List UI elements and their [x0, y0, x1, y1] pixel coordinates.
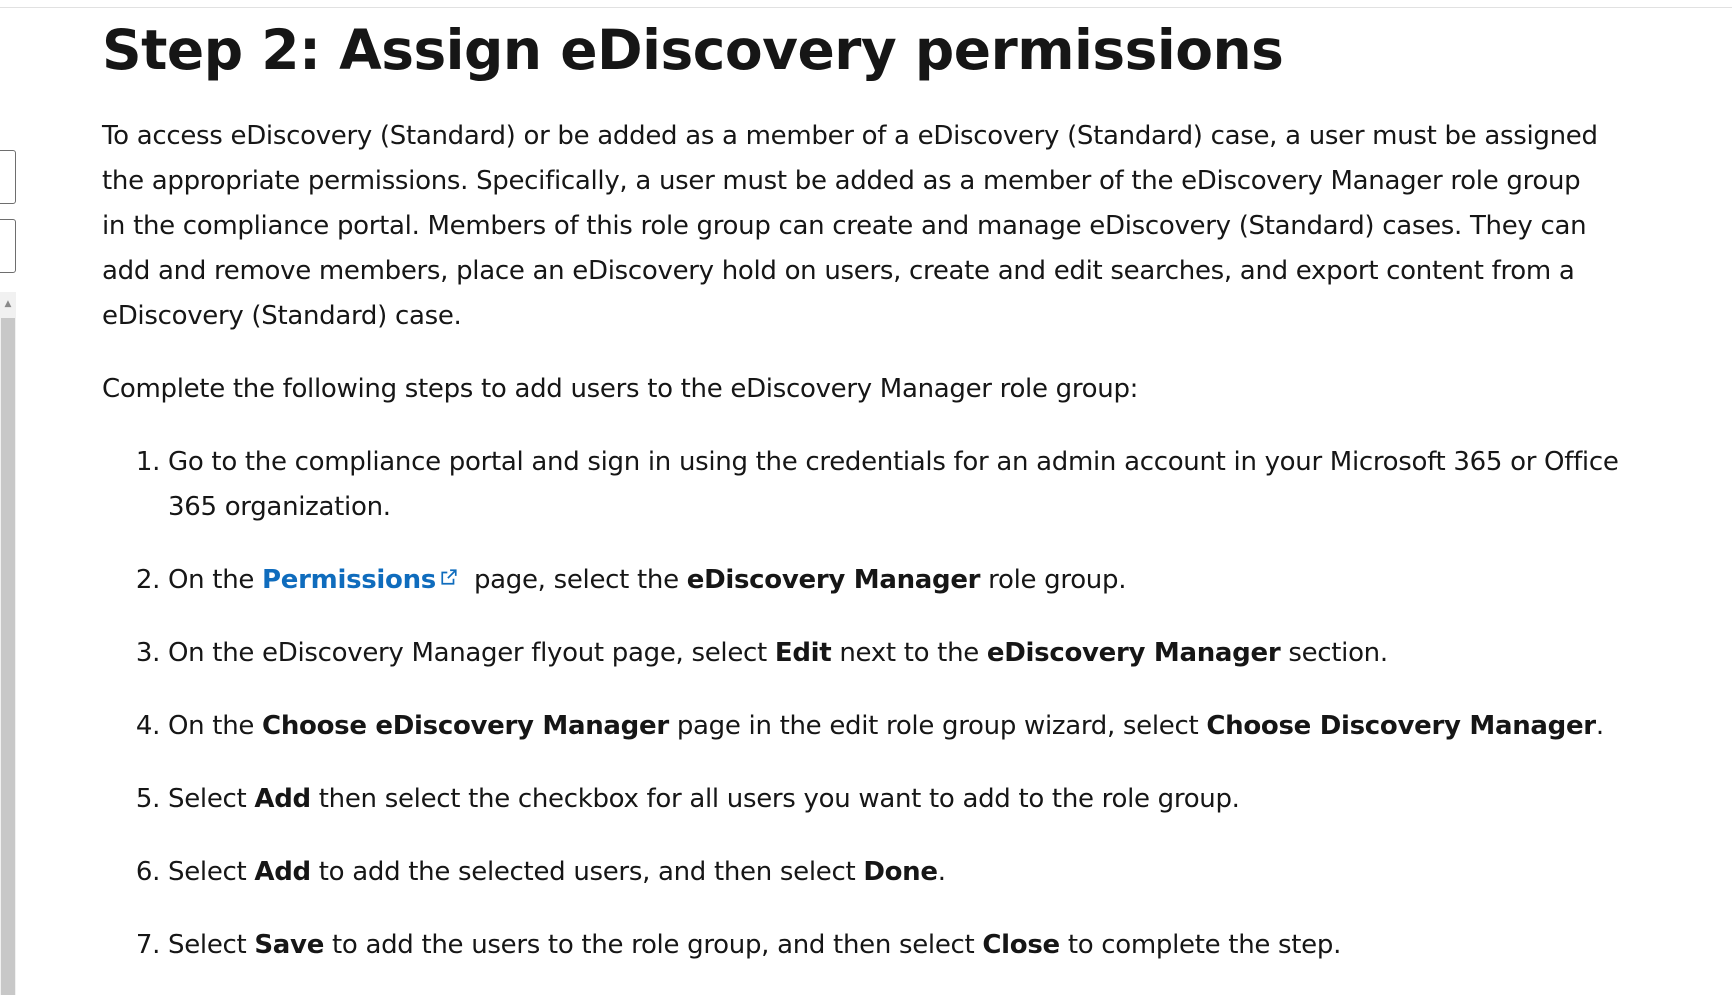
list-item — [168, 440, 1622, 530]
scrollbar-thumb[interactable] — [1, 318, 15, 995]
steps-list — [102, 440, 1622, 996]
step-text: . — [1595, 711, 1604, 741]
step-text: On the eDiscovery Manager flyout page, select — [168, 638, 775, 668]
step-bold-term: Edit — [774, 638, 832, 668]
step-bold-term: Add — [254, 857, 311, 887]
left-panel-scrollbar[interactable] — [0, 292, 16, 995]
step-text: Go to the compliance portal and sign in using the credentials for an admin account in your Microsoft 365 or Office 365 organization. — [168, 447, 1619, 522]
step-text: to add the selected users, and then select — [310, 857, 864, 887]
left-panel-input[interactable] — [0, 219, 16, 273]
step-text: role group. — [980, 565, 1127, 595]
step-bold-term: eDiscovery Manager — [686, 565, 981, 595]
step-text: Select — [168, 857, 255, 887]
scroll-up-arrow-icon[interactable]: ▲ — [4, 299, 12, 309]
list-item — [168, 923, 1622, 968]
step-text: to add the users to the role group, and then select — [324, 930, 983, 960]
step-bold-term: Save — [254, 930, 325, 960]
list-item — [168, 850, 1622, 895]
top-border — [0, 7, 1732, 8]
step-text: On the — [168, 565, 263, 595]
left-panel-input[interactable] — [0, 150, 16, 204]
step-text: page, select the — [465, 565, 687, 595]
step-text: then select the checkbox for all users you want to add to the role group. — [310, 784, 1240, 814]
step-bold-term: Close — [982, 930, 1060, 960]
step-text: section. — [1280, 638, 1388, 668]
step-text: Select — [168, 930, 255, 960]
step-bold-term: Choose eDiscovery Manager — [262, 711, 669, 741]
step-text: to complete the step. — [1059, 930, 1342, 960]
intro-paragraph: To access eDiscovery (Standard) or be added as a member of a eDiscovery (Standard) case, a user must be assigned the appropriate permissions. Specifically, a user must be added as a member of the eDiscovery Manager role group in the compliance portal. Members of this role group can create and manage eDiscovery (Standard) cases. They can add and remove members, place an eDiscovery hold on users, create and edit searches, and export content from a eDiscovery (Standard) case. — [102, 121, 1598, 331]
list-item — [168, 631, 1622, 676]
external-link-icon[interactable] — [440, 568, 458, 586]
step-bold-term: Choose Discovery Manager — [1206, 711, 1596, 741]
step-text: page in the edit role group wizard, select — [668, 711, 1207, 741]
step-text: Select — [168, 784, 255, 814]
step-text: next to the — [831, 638, 987, 668]
step-bold-term: Done — [863, 857, 938, 887]
permissions-link[interactable]: Permissions — [262, 565, 436, 595]
step-bold-term: Add — [254, 784, 311, 814]
step-text: On the — [168, 711, 263, 741]
steps-lead-paragraph: Complete the following steps to add users to the eDiscovery Manager role group: — [102, 374, 1139, 404]
step-bold-term: eDiscovery Manager — [986, 638, 1281, 668]
list-item — [168, 558, 1622, 603]
list-item — [168, 777, 1622, 822]
step-text: . — [937, 857, 946, 887]
list-item — [168, 704, 1622, 749]
page-title: Step 2: Assign eDiscovery permissions — [102, 18, 1284, 82]
